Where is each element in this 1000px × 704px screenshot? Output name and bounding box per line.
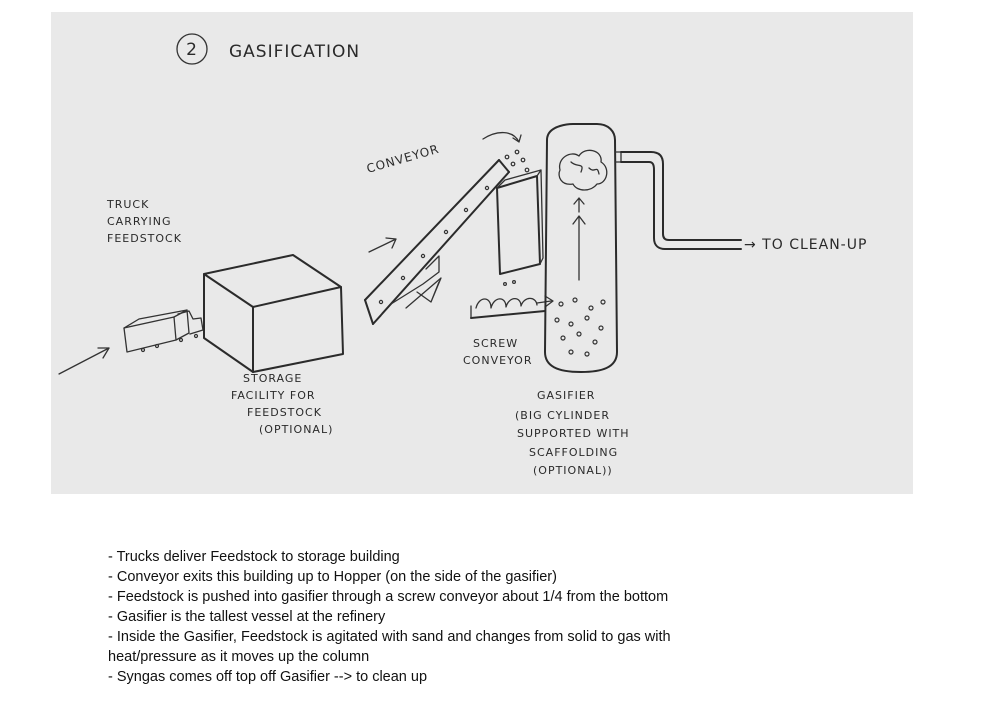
storage-label-line: (OPTIONAL) [259, 423, 334, 436]
storage-label-line: FEEDSTOCK [247, 406, 322, 419]
gasifier-label-line: GASIFIER [537, 389, 596, 402]
sand-particles [555, 298, 605, 356]
storage-label-line: STORAGE [243, 372, 303, 385]
truck-label-line: CARRYING [107, 215, 172, 228]
incoming-arrow [59, 348, 109, 374]
screw-conveyor-label [463, 337, 532, 367]
gasifier-label-line: (OPTIONAL)) [533, 464, 613, 477]
truck-label-line: FEEDSTOCK [107, 232, 182, 245]
conveyor-label: CONVEYOR [364, 141, 441, 176]
storage-label-line: FACILITY FOR [231, 389, 316, 402]
note-item: - Conveyor exits this building up to Hopper (on the side of the gasifier) [108, 569, 557, 585]
note-item: - Inside the Gasifier, Feedstock is agitated with sand and changes from solid to gas with heat/pressure as it moves up the column [108, 629, 671, 665]
screw-conveyor-label-line: SCREW [473, 337, 519, 350]
note-item: - Syngas comes off top off Gasifier --> to clean up [108, 669, 428, 685]
syngas-outlet-pipe [615, 152, 741, 249]
storage-building-sketch [204, 255, 343, 372]
hopper-sketch [497, 170, 543, 285]
gasifier-label-line: SUPPORTED WITH [517, 427, 630, 440]
note-item: - Gasifier is the tallest vessel at the refinery [108, 609, 386, 625]
step-badge [177, 34, 207, 64]
screw-conveyor-label-line: CONVEYOR [463, 354, 533, 367]
truck-sketch [124, 310, 203, 352]
storage-label [231, 372, 333, 436]
feed-drop-sketch [483, 133, 529, 172]
truck-label-line: TRUCK [107, 198, 150, 211]
gasifier-label [515, 389, 634, 477]
gasifier-label-line: SCAFFOLDING [529, 446, 619, 459]
note-item: - Trucks deliver Feedstock to storage building [108, 549, 400, 565]
diagram-title: GASIFICATION [229, 42, 361, 62]
truck-label [106, 198, 182, 245]
sketch-photo [51, 12, 913, 494]
screw-conveyor-sketch [471, 296, 553, 318]
gasifier-label-line: (BIG CYLINDER [515, 409, 610, 422]
clean-up-label: → TO CLEAN-UP [744, 237, 868, 253]
process-notes [108, 547, 748, 687]
note-item: - Feedstock is pushed into gasifier through a screw conveyor about 1/4 from the bottom [108, 589, 669, 605]
step-number: 2 [186, 40, 198, 60]
gasification-diagram [51, 12, 913, 494]
